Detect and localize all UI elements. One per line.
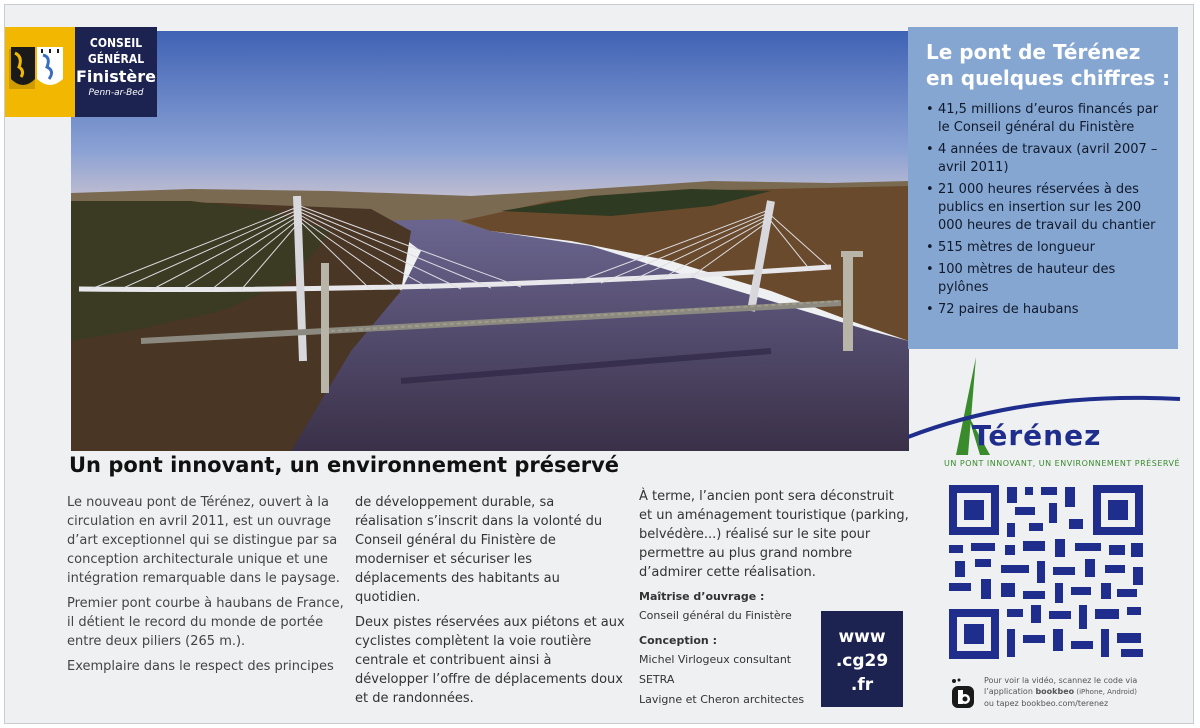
logo-line-3: Finistère (75, 67, 157, 86)
website-line1: www (838, 627, 886, 647)
main-title: Un pont innovant, un environnement préservé (69, 453, 620, 477)
moa-label: Maîtrise d’ouvrage : (639, 590, 765, 603)
paragraph: Le nouveau pont de Térénez, ouvert à la circulation en avril 2011, est un ouvrage d’art exceptionnel qui se distingue par sa conception architecturale unique et une intégration remarquable dans le paysage. (67, 495, 340, 586)
conception-value: Lavigne et Cheron architectes (639, 693, 805, 706)
terenez-swoosh-icon (908, 355, 1183, 475)
logo-line-2: GÉNÉRAL (87, 52, 145, 66)
paragraph: Deux pistes réservées aux piétons et aux cyclistes complètent la voie routière centrale et contribuent ainsi à développer l’offre de déplacements doux et de randonnées. (355, 615, 625, 706)
paragraph: Premier pont courbe à haubans de France, il détient le record du monde de portée entre deux piliers (265 m.). (67, 596, 344, 649)
bookbeo-line1: Pour voir la vidéo, scannez le code via (984, 676, 1138, 685)
text-column-1 (67, 493, 347, 682)
facts-list (908, 101, 1178, 319)
bookbeo-line2-suffix: (iPhone, Android) (1074, 688, 1137, 696)
conception-value: SETRA (639, 673, 675, 686)
fact-item: • 515 mètres de longueur (938, 239, 1178, 257)
paragraph: Exemplaire dans le respect des principes (67, 659, 334, 674)
paragraph: À terme, l’ancien pont sera déconstruit et un aménagement touristique (parking, belvédère...) réalisé sur le site pour permettre au plus grand nombre d’admirer cette réalisation. (639, 489, 909, 580)
bookbeo-line2-prefix: l’application (984, 687, 1036, 696)
website-line3: .fr (850, 675, 874, 695)
bridge-photo (71, 31, 909, 451)
brand-tagline: UN PONT INNOVANT, UN ENVIRONNEMENT PRÉSERVÉ (944, 459, 1181, 468)
text-column-2 (355, 493, 625, 714)
bookbeo-info (950, 673, 1178, 713)
bookbeo-text (984, 675, 1137, 709)
paragraph: de développement durable, sa réalisation s’inscrit dans la volonté du Conseil général du Finistère de moderniser et sécuriser les déplacements des habitants au quotidien. (355, 495, 603, 605)
bookbeo-app-name: bookbeo (1035, 687, 1075, 696)
fact-item: • 100 mètres de hauteur des pylônes (938, 261, 1178, 297)
logo-line-4: Penn-ar-Bed (88, 88, 144, 98)
conception-label: Conception : (639, 634, 717, 647)
fact-item: • 72 paires de haubans (938, 301, 1178, 319)
logo-line-1: CONSEIL (89, 36, 143, 50)
facts-title-line1: Le pont de Térénez (926, 40, 1141, 64)
facts-box (908, 27, 1178, 349)
bookbeo-icon (950, 678, 976, 708)
conception-value: Michel Virlogeux consultant (639, 653, 792, 666)
sign-panel (4, 4, 1194, 724)
fact-item: • 4 années de travaux (avril 2007 – avril 2011) (938, 141, 1178, 177)
brand-name: Térénez (972, 419, 1102, 452)
logo-text-block (75, 27, 157, 117)
website-line2: .cg29 (835, 651, 889, 671)
fact-item: • 41,5 millions d’euros financés par le Conseil général du Finistère (938, 101, 1178, 137)
conseil-general-logo (5, 27, 157, 117)
facts-title (926, 39, 1178, 91)
moa-value: Conseil général du Finistère (639, 609, 792, 622)
terenez-brand (908, 355, 1183, 475)
bookbeo-line3: ou tapez bookbeo.com/terenez (984, 699, 1109, 708)
bookbeo-line2 (984, 686, 1137, 698)
facts-title-line2: en quelques chiffres : (926, 66, 1171, 90)
fact-item: • 21 000 heures réservées à des publics en insertion sur les 200 000 heures de travail du chantier (938, 181, 1178, 235)
coat-of-arms-icon (5, 27, 75, 117)
website-badge (821, 611, 903, 707)
qr-code-icon (945, 483, 1150, 663)
